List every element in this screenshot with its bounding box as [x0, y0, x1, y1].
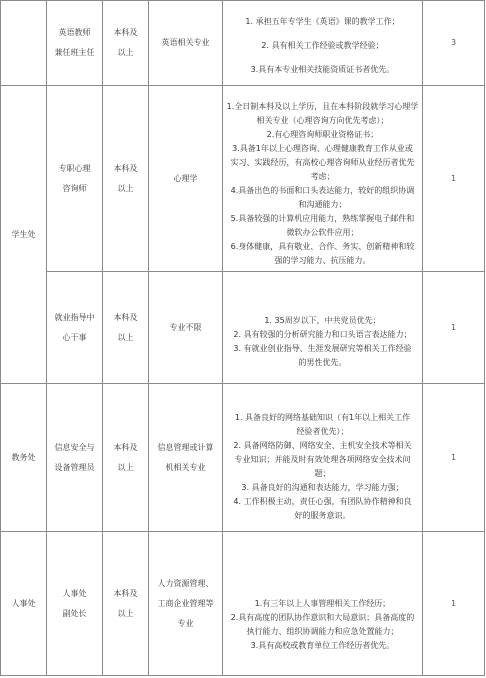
table-row — [1, 86, 485, 272]
requirement-line: 1. 35周岁以下，中共党员优先； — [264, 315, 381, 325]
education-line: 以上 — [117, 608, 134, 618]
requirements-cell — [223, 86, 423, 272]
requirement-line: 2.具有高度的团队协作意识和大局意识；具备高度的 — [230, 612, 415, 622]
requirement-line: 3.具有高校或教育单位工作经历者优先。 — [250, 640, 395, 650]
count-cell: 3 — [423, 1, 485, 86]
requirement-line: 1.有三年以上人事管理相关工作经历； — [254, 598, 391, 608]
education-line: 本科及 — [113, 28, 138, 37]
post-line: 专职心理 — [58, 163, 91, 173]
requirement-line: 好的服务意识。 — [294, 510, 351, 520]
table-row — [1, 272, 485, 384]
requirement-line: 执行能力、组织协调能力和应急处置能力； — [246, 626, 399, 636]
dept-cell: 教务处 — [1, 384, 47, 532]
post-cell — [47, 86, 103, 272]
requirement-line: 2.有心理咨询师职业资格证书； — [266, 129, 379, 139]
requirement-line: 1.全日制本科及以上学历，且在本科阶段就学习心理学 — [226, 101, 419, 111]
requirement-line: 强的学习能力、抗压能力。 — [274, 255, 371, 265]
requirement-line: 相关专业（心理咨询方向优先考虑）； — [256, 115, 389, 125]
requirement-line: 3.具有本专业相关技能资质证书者优先。 — [250, 64, 395, 74]
major-line: 信息管理或计算 — [157, 442, 214, 452]
major-line: 专业不限 — [169, 322, 202, 332]
requirement-line: 3. 具备良好的沟通和表达能力，学习能力强； — [241, 482, 404, 492]
requirement-line: 的男性优先。 — [298, 357, 347, 367]
requirement-line: 微软办公软件应用； — [286, 227, 359, 237]
count-cell: 1 — [423, 384, 485, 532]
requirements-cell — [223, 1, 423, 86]
post-line: 副处长 — [62, 608, 87, 618]
requirement-line: 4.具备出色的书面和口头表达能力，较好的组织协调 — [230, 185, 415, 195]
post-line: 兼任班主任 — [54, 48, 95, 57]
requirement-line: 1. 具备良好的网络基础知识（有1年以上相关工作 — [234, 412, 411, 422]
major-line: 专业 — [177, 618, 194, 628]
education-line: 以上 — [117, 332, 134, 342]
requirements-cell — [223, 384, 423, 532]
education-line: 本科及 — [113, 588, 138, 598]
major-cell — [149, 384, 223, 532]
requirement-line: 3. 有就业创业指导、生涯发展研究等相关工作经验 — [233, 343, 412, 353]
post-line: 咨询师 — [62, 183, 87, 193]
major-line: 人力资源管理、 — [157, 578, 214, 588]
major-cell — [149, 1, 223, 86]
requirement-line: 5.具备较强的计算机应用能力，熟练掌握电子邮件和 — [230, 213, 415, 223]
requirement-line: 2. 具有较强的分析研究能力和口头语言表达能力； — [233, 329, 412, 339]
education-line: 本科及 — [113, 312, 138, 322]
education-line: 以上 — [117, 48, 134, 57]
education-cell — [103, 272, 149, 384]
education-cell — [103, 532, 149, 676]
major-line: 机相关专业 — [165, 462, 206, 472]
major-line: 工商企业管理等 — [157, 598, 214, 608]
requirement-line: 1. 承担五年专学生《英语》课的教学工作； — [245, 16, 400, 26]
major-line: 英语相关专业 — [161, 38, 210, 47]
requirements-cell — [223, 532, 423, 676]
requirement-line: 2. 具有相关工作经验或教学经验； — [261, 40, 384, 50]
dept-cell: 人事处 — [1, 532, 47, 676]
requirement-line: 和沟通能力； — [298, 199, 347, 209]
post-line: 就业指导中 — [54, 312, 95, 322]
requirement-line: 实习、实践经历，有高校心理咨询师从业经历者优先 — [230, 157, 415, 167]
requirement-line: 专业知识；并能及时有效处理各项网络安全技术问 — [234, 454, 411, 464]
education-cell — [103, 86, 149, 272]
dept-cell: 学生处 — [1, 86, 47, 384]
post-cell — [47, 532, 103, 676]
major-cell — [149, 86, 223, 272]
post-line: 设备管理员 — [54, 462, 95, 472]
education-line: 本科及 — [113, 163, 138, 173]
table-row — [1, 532, 485, 676]
requirements-cell — [223, 272, 423, 384]
post-line: 心干事 — [62, 332, 87, 342]
education-line: 以上 — [117, 183, 134, 193]
major-line: 心理学 — [173, 173, 198, 183]
major-cell — [149, 272, 223, 384]
post-line: 人事处 — [62, 588, 87, 598]
requirement-line: 2. 具备网络防御、网络安全、主机安全技术等相关 — [233, 440, 412, 450]
count-cell: 1 — [423, 86, 485, 272]
requirement-line: 经验者优先）； — [296, 426, 349, 436]
count-cell: 1 — [423, 532, 485, 676]
education-line: 以上 — [117, 462, 134, 472]
post-cell — [47, 384, 103, 532]
post-cell — [47, 1, 103, 86]
dept-cell — [1, 1, 47, 86]
table-row — [1, 1, 485, 86]
requirement-line: 题； — [314, 468, 331, 478]
requirement-line: 3.具备1年以上心理咨询、心理健康教育工作从业或 — [232, 143, 413, 153]
requirement-line: 4. 工作积极主动，责任心强，有团队协作精神和良 — [233, 496, 412, 506]
requirement-line: 考虑； — [310, 171, 335, 181]
post-cell — [47, 272, 103, 384]
post-line: 英语教师 — [58, 28, 91, 37]
education-cell — [103, 384, 149, 532]
table-row — [1, 384, 485, 532]
requirement-line: 6.身体健康，具有敬业、合作、务实、创新精神和较 — [230, 241, 415, 251]
post-line: 信息安全与 — [54, 442, 95, 452]
education-cell — [103, 1, 149, 86]
major-cell — [149, 532, 223, 676]
count-cell: 1 — [423, 272, 485, 384]
education-line: 本科及 — [113, 442, 138, 452]
